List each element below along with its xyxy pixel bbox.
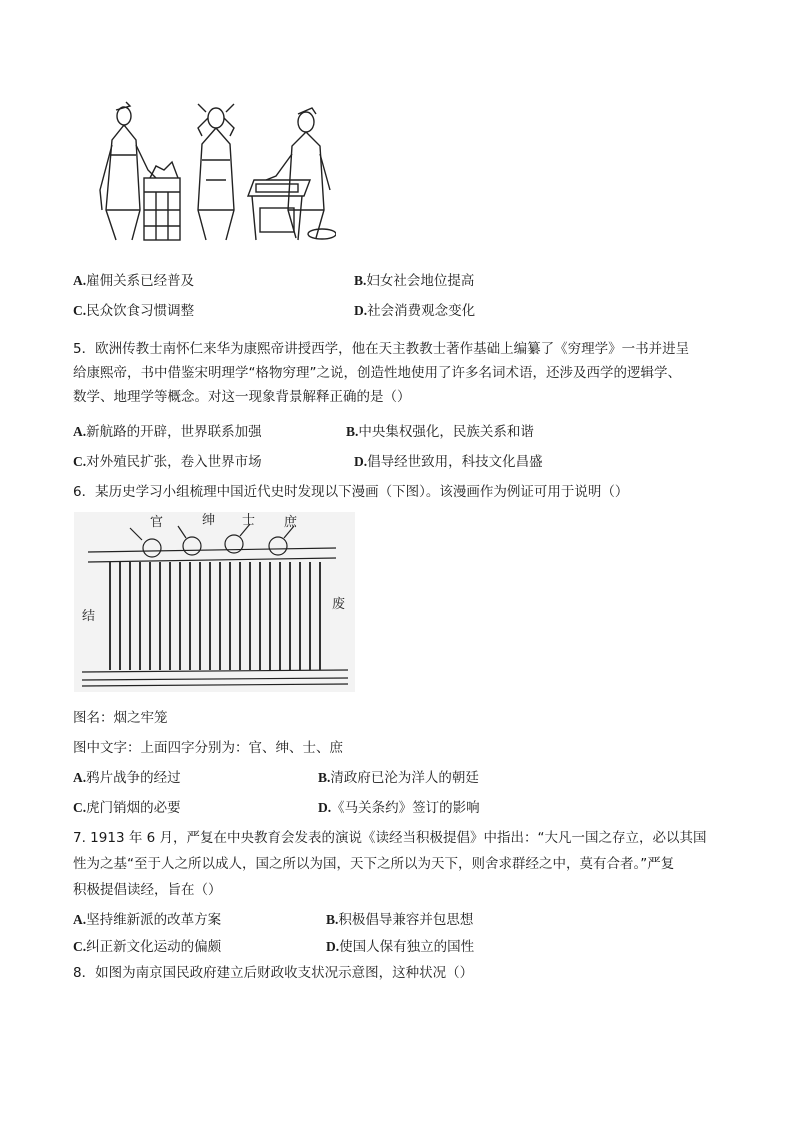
- option-text: 妇女社会地位提高: [366, 273, 475, 289]
- q7-stem-line-2: 性为之基“至于人之所以成人，国之所以为国，天下之所以为天下，则舍求群经之中，莫有合者。”严复: [73, 856, 675, 872]
- option-text: 虎门销烟的必要: [86, 800, 181, 816]
- q6-option-c[interactable]: [73, 799, 181, 817]
- option-letter: B.: [318, 770, 331, 785]
- cartoon-label-3: 士: [242, 513, 256, 528]
- q4-option-c[interactable]: [73, 302, 194, 320]
- option-letter: C.: [73, 800, 87, 815]
- q5-option-d[interactable]: [354, 453, 543, 471]
- option-letter: B.: [326, 912, 339, 927]
- option-text: 新航路的开辟，世界联系加强: [86, 424, 262, 440]
- q7-option-a[interactable]: [73, 911, 221, 929]
- q6-caption-text: 图中文字：上面四字分别为：官、绅、士、庶: [73, 740, 343, 756]
- option-text: 雇佣关系已经普及: [86, 273, 195, 289]
- option-letter: B.: [354, 273, 367, 288]
- option-text: 中央集权强化，民族关系和谐: [358, 424, 534, 440]
- q7-stem-line-3: 积极提倡读经，旨在（）: [73, 882, 222, 898]
- q4-illustration-drawing: [86, 100, 336, 248]
- q6-caption-name: 图名：烟之牢笼: [73, 710, 168, 726]
- q5-stem-line-1: 5．欧洲传教士南怀仁来华为康熙帝讲授西学，他在天主教教士著作基础上编纂了《穷理学》一书并进呈: [73, 341, 690, 357]
- q5-option-b[interactable]: [346, 423, 534, 441]
- q6-option-d[interactable]: [318, 799, 480, 817]
- option-letter: C.: [73, 303, 87, 318]
- cartoon-label-4: 庶: [284, 515, 298, 530]
- option-letter: C.: [73, 454, 87, 469]
- option-letter: A.: [73, 770, 87, 785]
- option-letter: B.: [346, 424, 359, 439]
- q4-option-d[interactable]: [354, 302, 475, 320]
- cartoon-side-right: 废: [332, 597, 346, 612]
- option-text: 清政府已沦为洋人的朝廷: [330, 770, 479, 786]
- cartoon-label-1: 官: [150, 515, 164, 530]
- option-letter: C.: [73, 939, 87, 954]
- q5-option-a[interactable]: [73, 423, 262, 441]
- option-text: 倡导经世致用，科技文化昌盛: [367, 454, 543, 470]
- option-text: 社会消费观念变化: [367, 303, 476, 319]
- option-text: 《马关条约》签订的影响: [331, 800, 480, 816]
- q7-stem-line-1: 7. 1913 年 6 月，严复在中央教育会发表的演说《读经当积极提倡》中指出：“大凡一国之存立，必以其国: [73, 830, 707, 846]
- q7-option-c[interactable]: [73, 938, 221, 956]
- q7-option-b[interactable]: [326, 911, 473, 929]
- option-letter: D.: [318, 800, 332, 815]
- q6-stem: 6．某历史学习小组梳理中国近代史时发现以下漫画（下图）。该漫画作为例证可用于说明（）: [73, 484, 629, 500]
- q6-cartoon: [74, 512, 355, 692]
- q4-illustration: [86, 100, 336, 248]
- q6-cartoon-drawing: [74, 512, 355, 692]
- option-letter: D.: [326, 939, 340, 954]
- option-letter: A.: [73, 273, 87, 288]
- q4-option-a[interactable]: [73, 272, 194, 290]
- q7-option-d[interactable]: [326, 938, 474, 956]
- option-letter: D.: [354, 454, 368, 469]
- cartoon-label-2: 绅: [202, 513, 216, 528]
- option-letter: D.: [354, 303, 368, 318]
- q6-option-b[interactable]: [318, 769, 479, 787]
- option-text: 民众饮食习惯调整: [86, 303, 195, 319]
- option-letter: A.: [73, 424, 87, 439]
- q6-option-a[interactable]: [73, 769, 181, 787]
- q8-stem: 8．如图为南京国民政府建立后财政收支状况示意图，这种状况（）: [73, 965, 474, 981]
- option-text: 纠正新文化运动的偏颇: [86, 939, 222, 955]
- option-text: 使国人保有独立的国性: [339, 939, 475, 955]
- q5-option-c[interactable]: [73, 453, 262, 471]
- q5-stem-line-2: 给康熙帝，书中借鉴宋明理学“格物穷理”之说，创造性地使用了许多名词术语，还涉及西学的逻辑学、: [73, 365, 681, 381]
- option-text: 坚持维新派的改革方案: [86, 912, 222, 928]
- option-text: 积极倡导兼容并包思想: [338, 912, 474, 928]
- q4-option-b[interactable]: [354, 272, 474, 290]
- option-text: 鸦片战争的经过: [86, 770, 181, 786]
- option-text: 对外殖民扩张，卷入世界市场: [86, 454, 262, 470]
- option-letter: A.: [73, 912, 87, 927]
- cartoon-side-left: 结: [82, 609, 96, 624]
- q5-stem-line-3: 数学、地理学等概念。对这一现象背景解释正确的是（）: [73, 389, 411, 405]
